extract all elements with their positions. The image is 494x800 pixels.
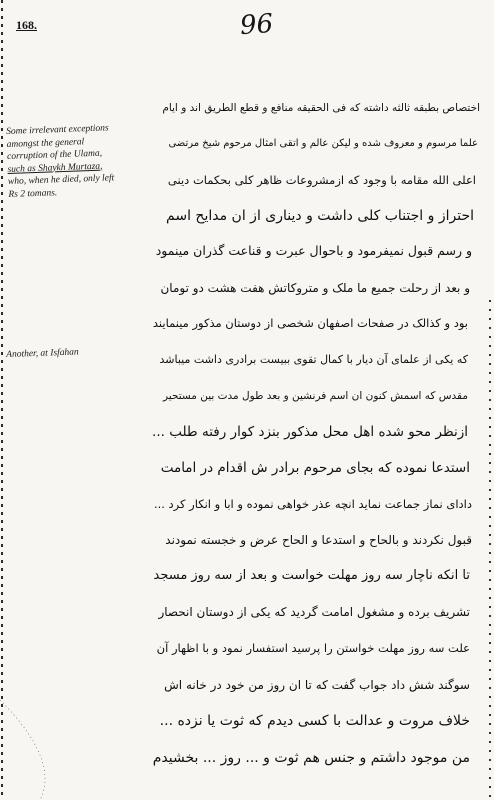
- margin-note-line: Some irrelevant exceptions: [6, 123, 109, 137]
- margin-note-line: who, when he died, only left: [7, 173, 115, 187]
- margin-note-line: such as Shaykh Murtaza,: [7, 161, 103, 175]
- manuscript-line: و رسم قبول نمیفرمود و باحوال عبرت و قناعت گذران مینمود: [155, 243, 472, 258]
- manuscript-line: اعلی الله مقامه با وجود که ازمشروعات ظاهر کلی بحکمات دینی: [167, 173, 476, 187]
- manuscript-line: ازنظر محو شده اهل محل مذکور بنزد کوار رفته طلب ...: [152, 424, 468, 440]
- handwritten-page-number: 96: [238, 8, 275, 42]
- margin-note-line: Another, at Isfahan: [6, 347, 79, 360]
- margin-note-isfahan: [6, 345, 126, 362]
- manuscript-line: علت سه روز مهلت خواستن را پرسید استفسار نمود و با اظهار آن: [156, 641, 470, 655]
- manuscript-line: تشریف برده و مشغول امامت گردید که یکی از دوستان انحصار: [158, 605, 470, 619]
- manuscript-line: سوگند شش داد جواب گفت که تا ان روز من خود در خانه اش: [164, 678, 470, 692]
- manuscript-line: تا انکه ناچار سه روز مهلت خواست و بعد از سه روز مسجد: [153, 568, 470, 583]
- manuscript-text-block: [150, 98, 480, 788]
- margin-note-exceptions: [6, 121, 159, 201]
- manuscript-line: که یکی از علمای آن دیار با کمال تقوی ببیست برادری داشت میباشد: [159, 353, 468, 366]
- manuscript-line: اختصاص بطبقه ثالثه داشته که فی الحقیقه منافع و قطع الطریق اند و ایام: [162, 102, 480, 114]
- corner-speckle: [0, 700, 45, 800]
- manuscript-line: استدعا نموده که بجای مرحوم برادر ش اقدام در امامت: [160, 460, 470, 476]
- manuscript-line: علما مرسوم و معروف شده و لیکن عالم و اتقی امثال مرحوم شیخ مرتضی: [168, 138, 478, 149]
- manuscript-line: دادای نماز جماعت نماید انچه عذر خواهی نموده و ابا و انکار کرد ...: [153, 497, 472, 511]
- manuscript-line: بود و کذالک در صفحات اصفهان شخصی از دوستان مذکور مینمایند: [152, 316, 468, 330]
- folio-number: 168.: [16, 18, 37, 32]
- manuscript-line: قبول نکردند و بالحاح و استدعا و الحاح عرض و خجسته نمودند: [165, 533, 472, 547]
- margin-note-line: Rs 2 tomans.: [8, 187, 58, 200]
- manuscript-line: احتراز و اجتناب کلی داشت و دیناری از ان مدایح اسم: [166, 208, 474, 224]
- manuscript-line: من موجود داشتم و جنس هم ثوت و ... روز ... بخشیدم: [152, 750, 470, 766]
- margin-note-line: amongst the general: [6, 136, 85, 150]
- margin-note-line: corruption of the Ulama,: [6, 148, 103, 162]
- manuscript-line: و بعد از رحلت جمیع ما ملک و متروکاتش هفت هشت دو تومان: [160, 281, 470, 295]
- manuscript-line: مقدس که اسمش کنون ان اسم فرنشین و بعد طول مدت بین مستحیر: [163, 390, 468, 402]
- manuscript-line: خلاف مروت و عدالت با کسی دیدم که ثوت یا نزده ...: [159, 713, 470, 729]
